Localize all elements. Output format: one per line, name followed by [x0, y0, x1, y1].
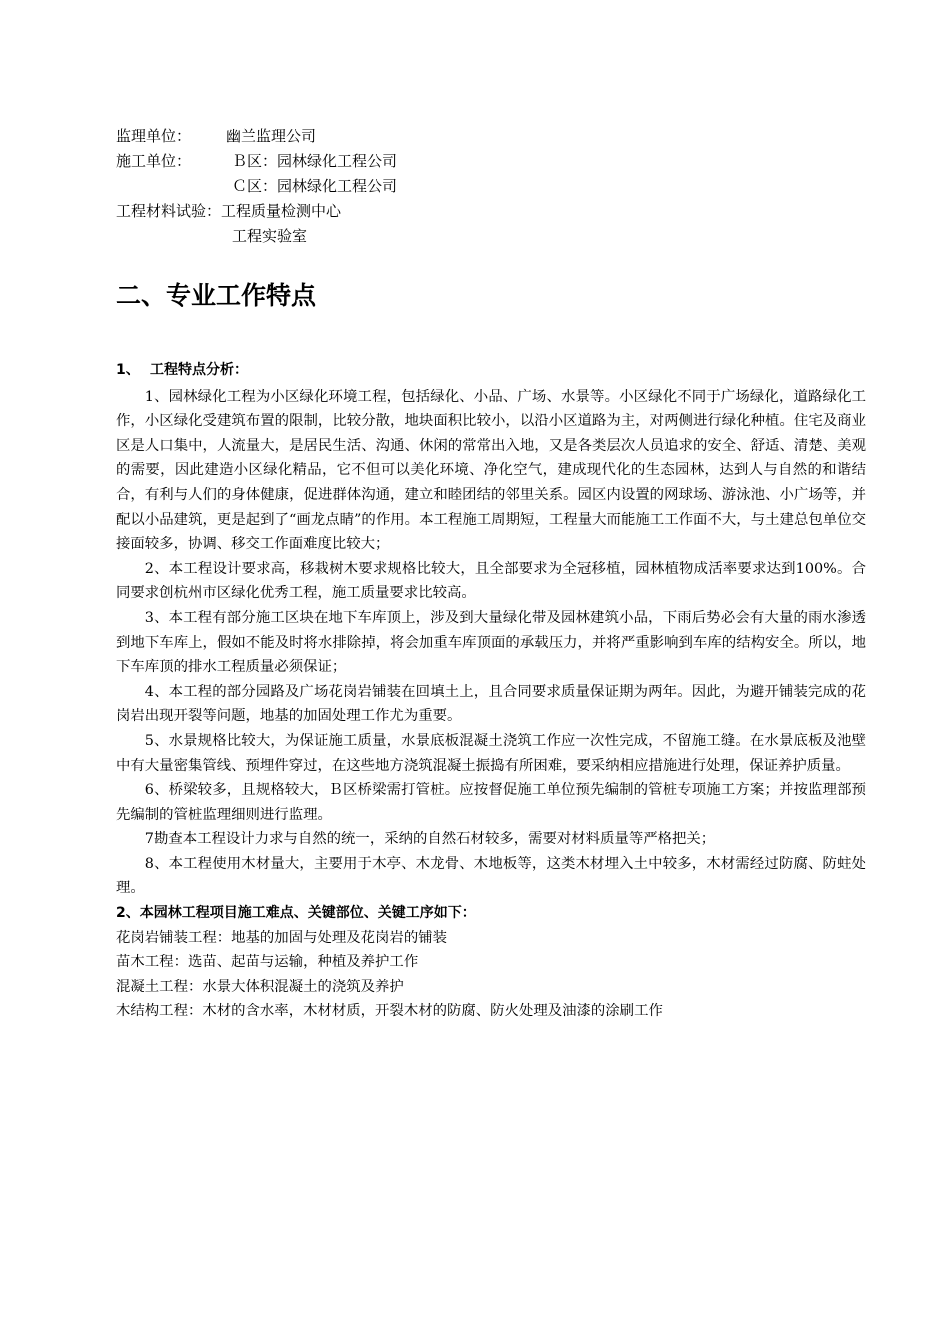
paragraph-4: 4、本工程的部分园路及广场花岗岩铺装在回填土上，且合同要求质量保证期为两年。因此，为避开铺装完成的花岗岩出现开裂等问题，地基的加固处理工作尤为重要。: [116, 683, 866, 725]
paragraph-5: 5、水景规格比较大，为保证施工质量，水景底板混凝土浇筑工作应一次性完成，不留施工缝。在水景底板及池壁中有大量密集管线、预埋件穿过，在这些地方浇筑混凝土振捣有所困难，要采纳相应措施进行处理，保证养护质量。: [116, 732, 866, 774]
project-info: [116, 124, 397, 249]
material-value-2: 工程实验室: [232, 227, 308, 245]
construction-label: 施工单位：: [116, 152, 192, 170]
paragraph-3: 3、本工程有部分施工区块在地下车库顶上，涉及到大量绿化带及园林建筑小品，下雨后势必会有大量的雨水渗透到地下车库上，假如不能及时将水排除掉，将会加重车库顶面的承载压力，并将严重影响到车库的结构安全。所以，地下车库顶的排水工程质量必须保证；: [116, 609, 866, 676]
material-value-1: 工程质量检测中心: [221, 202, 342, 220]
paragraph-7: 7勘查本工程设计力求与自然的统一，采纳的自然石材较多，需要对材料质量等严格把关；: [144, 831, 716, 848]
paragraph-1: 1、园林绿化工程为小区绿化环境工程，包括绿化、小品、广场、水景等。小区绿化不同于广场绿化，道路绿化工作，小区绿化受建筑布置的限制，比较分散，地块面积比较小，以沿小区道路为主，对两侧进行绿化种植。住宅及商业区是人口集中，人流量大，是居民生活、沟通、休闲的常常出入地，又是各类层次人员追求的安全、舒适、清楚、美观的需要，因此建造小区绿化精品，它不但可以美化环境、净化空气，建成现代化的生态园林，达到人与自然的和谐结合，有利与人们的身体健康，促进群体沟通，建立和睦团结的邻里关系。园区内设置的网球场、游泳池、小广场等，并配以小品建筑，更是起到了“画龙点睛”的作用。本工程施工周期短，工程量大而能施工工作面不大，与土建总包单位交接面较多，协调、移交工作面难度比较大；: [116, 388, 866, 553]
key-item-concrete: 混凝土工程：水景大体积混凝土的浇筑及养护: [116, 978, 404, 995]
paragraph-6: 6、桥梁较多，且规格较大，Ｂ区桥梁需打管桩。应按督促施工单位预先编制的管桩专项施工方案；并按监理部预先编制的管桩监理细则进行监理。: [116, 782, 866, 823]
material-row-2: [116, 224, 397, 249]
material-label: 工程材料试验：: [116, 202, 222, 220]
supervision-value: 幽兰监理公司: [226, 127, 317, 145]
construction-row: [116, 149, 397, 174]
key-item-timber: 木结构工程：木材的含水率，木材材质，开裂木材的防腐、防火处理及油漆的涂刷工作: [116, 1003, 663, 1020]
construction-c-row: [116, 174, 397, 199]
supervision-row: [116, 124, 397, 149]
key-item-granite: 花岗岩铺装工程：地基的加固与处理及花岗岩的铺装: [116, 929, 447, 946]
supervision-label: 监理单位：: [116, 127, 192, 145]
key-item-nursery: 苗木工程：选苗、起苗与运输，种植及养护工作: [116, 954, 419, 971]
subheading-1-number: 1、: [116, 362, 140, 378]
section-body: [116, 358, 866, 1024]
construction-b-value: Ｂ区：园林绿化工程公司: [232, 152, 398, 170]
construction-c-value: Ｃ区：园林绿化工程公司: [232, 177, 398, 195]
paragraph-2: 2、本工程设计要求高，移栽树木要求规格比较大，且全部要求为全冠移植，园林植物成活率要求达到100%。合同要求创杭州市区绿化优秀工程，施工质量要求比较高。: [116, 560, 866, 602]
subheading-2: 2、本园林工程项目施工难点、关键部位、关键工序如下：: [116, 905, 476, 922]
subheading-1-title: 工程特点分析：: [150, 362, 248, 378]
subheading-1: [116, 358, 866, 383]
material-row: [116, 199, 397, 224]
paragraph-8: 8、本工程使用木材量大，主要用于木亭、木龙骨、木地板等，这类木材埋入土中较多，木材需经过防腐、防蛀处理。: [116, 855, 866, 897]
section-heading: 二、专业工作特点: [116, 281, 317, 310]
